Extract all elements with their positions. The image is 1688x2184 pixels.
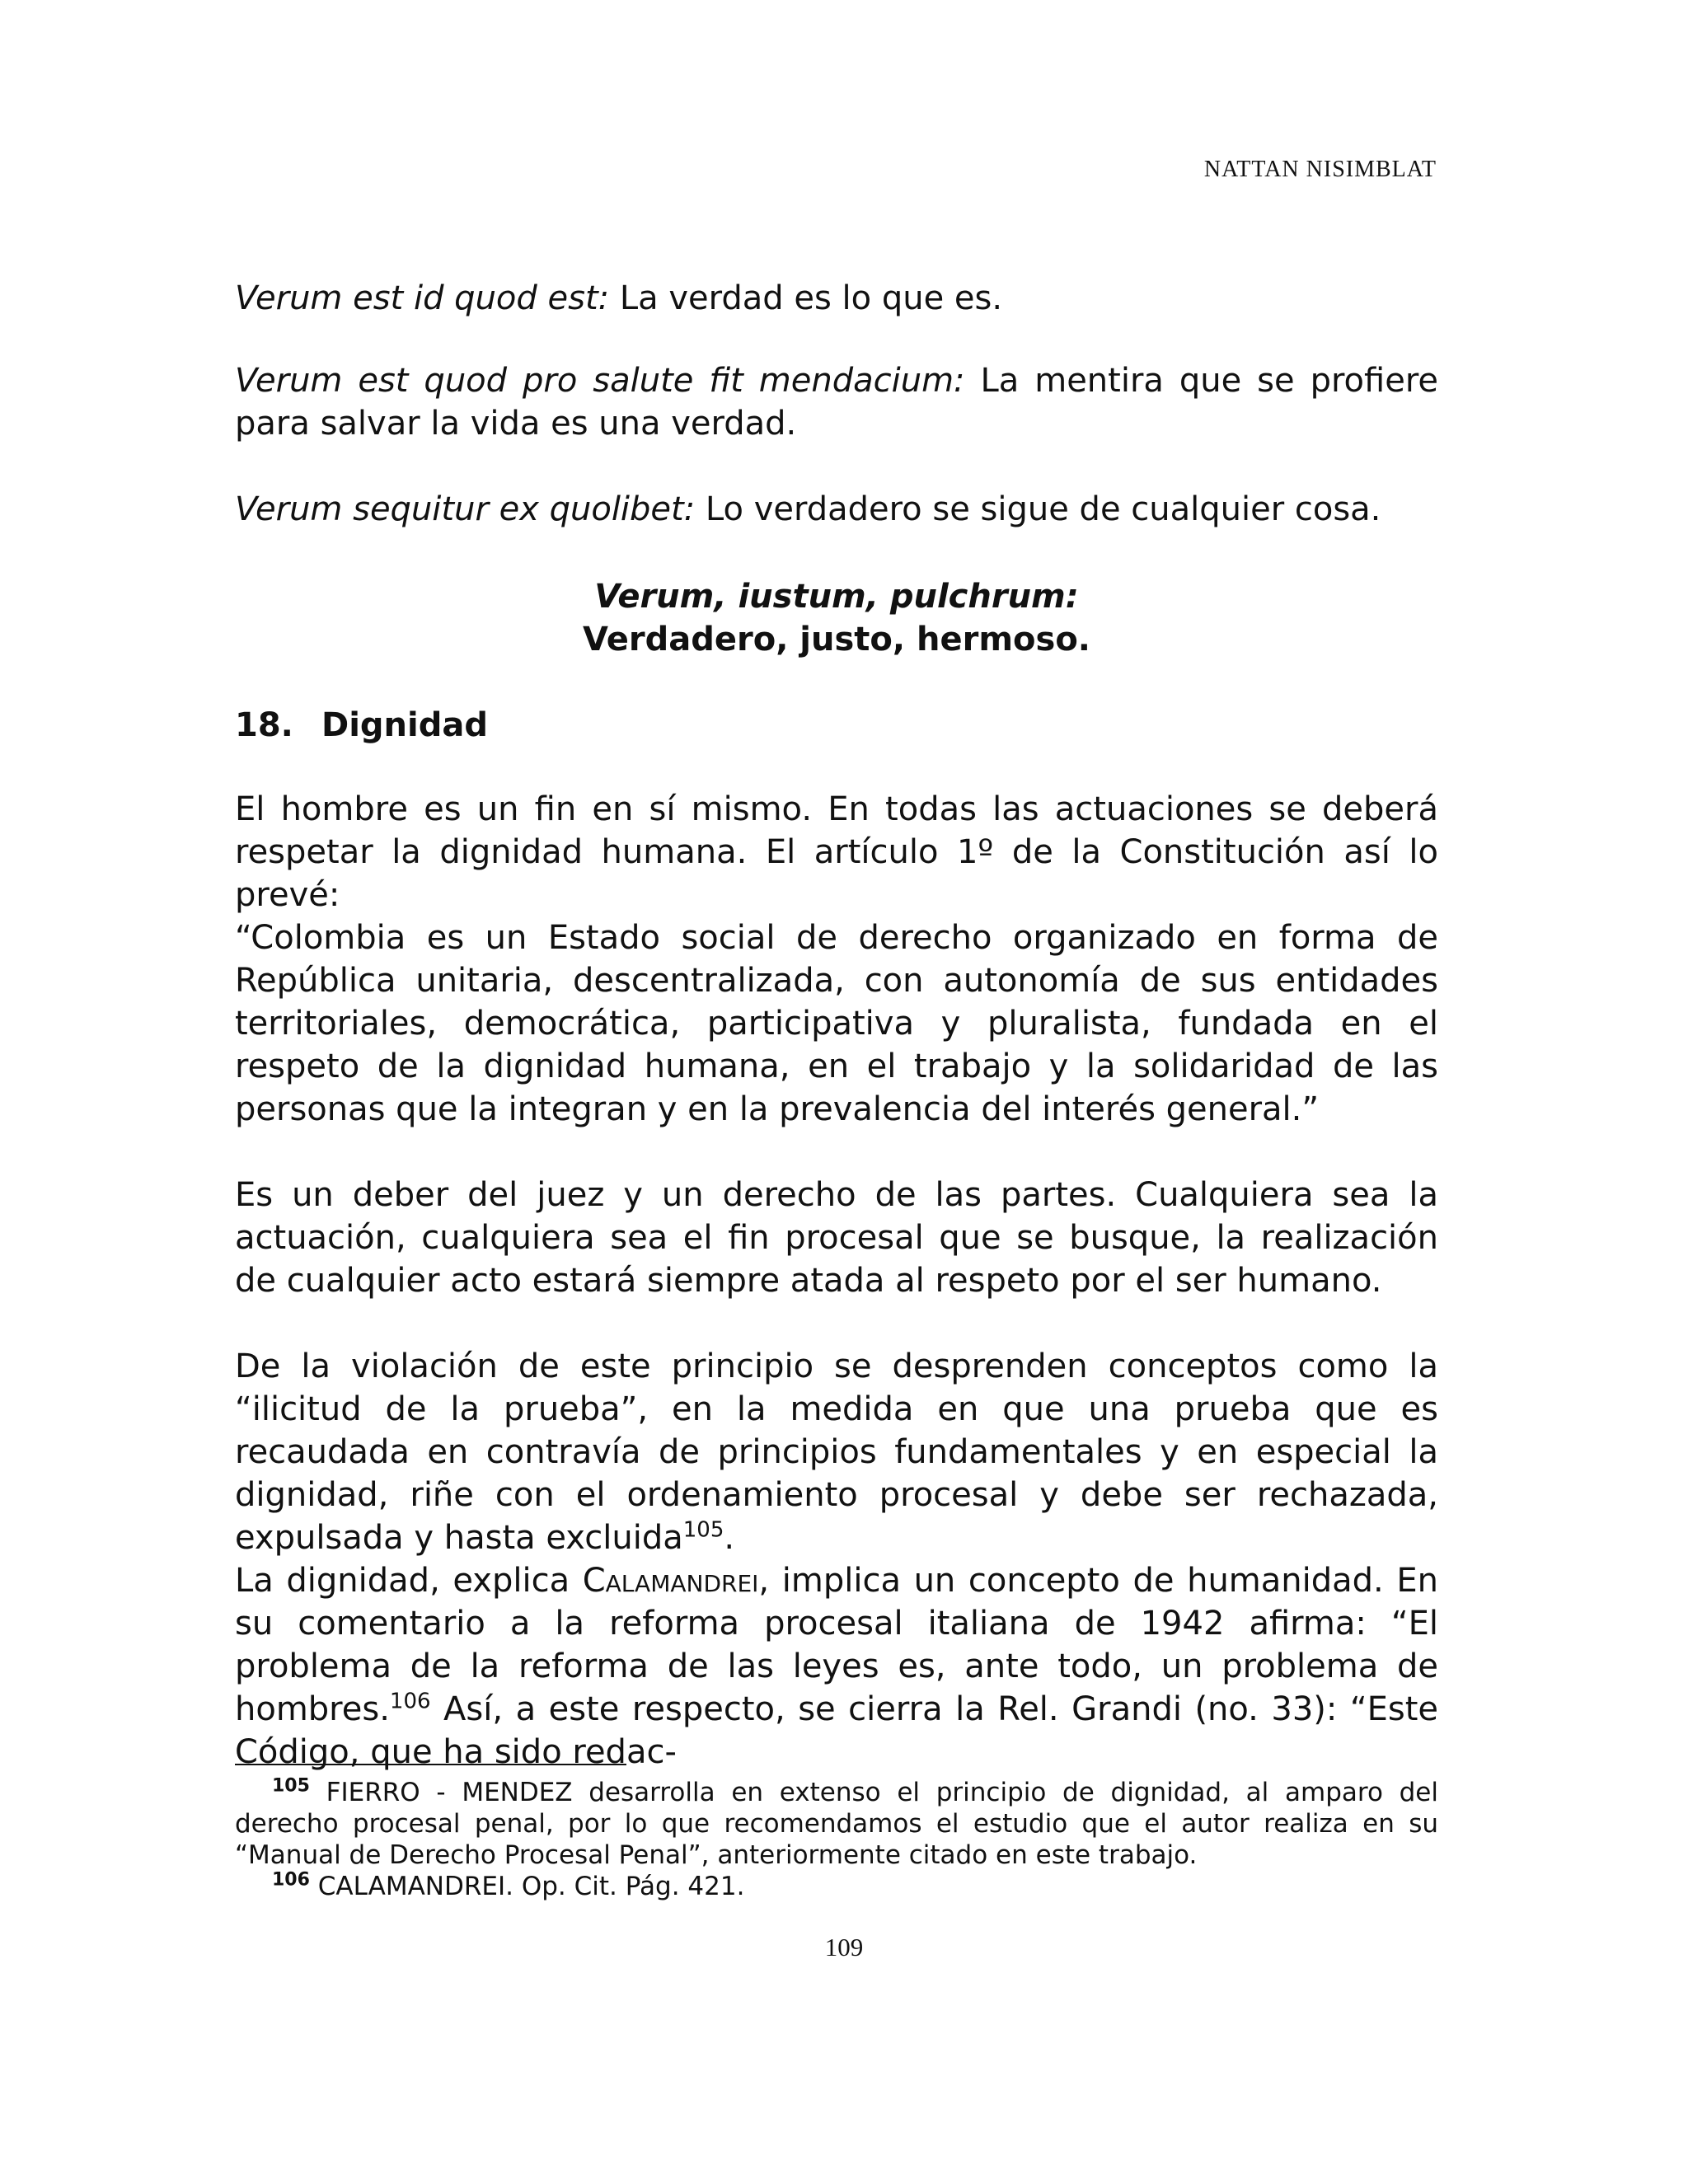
author-name-calamandrei: Calamandrei	[582, 1562, 759, 1600]
constitution-quote: “Colombia es un Estado social de derecho organizado en forma de República unitaria, descentralizada, con autonomía de sus entidades territoriales, democrática, participativa y pluralista, fundada en el respeto de la dignidad humana, en el trabajo y la solidaridad de las personas que la integran y en la prevalencia del interés general.”	[235, 919, 1438, 1128]
paragraph-4-start: La dignidad, explica	[235, 1562, 583, 1600]
footnote-106	[235, 1871, 1438, 1902]
running-header-author: NATTAN NISIMBLAT	[1203, 157, 1437, 182]
paragraph-3-end: .	[724, 1519, 735, 1557]
footnote-text: FIERRO - MENDEZ desarrolla en extenso el principio de dignidad, al amparo del derecho procesal penal, por lo que recomendamos el estudio que el autor realiza en su “Manual de Derecho Procesal Penal”, anteriormente citado en este trabajo.	[235, 1778, 1438, 1870]
paragraph-1: El hombre es un fin en sí mismo. En todas las actuaciones se deberá respetar la dignidad humana. El artículo 1º de la Constitución así lo prevé:	[235, 790, 1438, 914]
footnote-divider	[235, 1764, 626, 1765]
paragraph-2: Es un deber del juez y un derecho de las partes. Cualquiera sea la actuación, cualquiera sea el fin procesal que se busque, la realización de cualquier acto estará siempre atada al respeto por el ser humano.	[235, 1176, 1438, 1300]
maxim-3-translation: Lo verdadero se sigue de cualquier cosa.	[695, 490, 1381, 528]
maxim-2-latin: Verum est quod pro salute fit mendacium:	[235, 362, 965, 400]
paragraph-3	[235, 1345, 1438, 1559]
paragraph-4-end: Así, a este respecto, se cierra la Rel. Grandi (no. 33): “Este Código, que ha sido redac-	[235, 1690, 1438, 1771]
maxim-2	[235, 359, 1438, 445]
section-title: Dignidad	[321, 706, 488, 744]
footnotes	[235, 1777, 1438, 1902]
maxim-3-latin: Verum sequitur ex quolibet:	[235, 490, 696, 528]
footnote-ref-105[interactable]: 105	[682, 1517, 724, 1543]
footnote-text: CALAMANDREI. Op. Cit. Pág. 421.	[309, 1872, 745, 1901]
section-heading	[235, 704, 488, 747]
footnote-105	[235, 1777, 1438, 1871]
page-number: 109	[824, 1933, 864, 1961]
paragraph-3-text: De la violación de este principio se desprenden conceptos como la “ilicitud de la prueba”, en la medida en que una prueba que es recaudada en contravía de principios fundamentales y en especial la dignidad, riñe con el ordenamiento procesal y debe ser rechazada, expulsada y hasta excluida	[235, 1347, 1438, 1557]
maxim-3	[235, 488, 1438, 531]
paragraph-4	[235, 1559, 1438, 1774]
footnote-number: 106	[272, 1869, 310, 1891]
maxim-1-translation: La verdad es lo que es.	[609, 279, 1003, 317]
paragraph-4-mid: , implica un concepto de humanidad. En su comentario a la reforma procesal italiana de 1942 afirma: “El problema de la reforma de las leyes es, ante todo, un problema de hombres.	[235, 1562, 1438, 1728]
footnote-number: 105	[272, 1775, 310, 1797]
motto	[235, 575, 1438, 661]
section-number: 18.	[235, 706, 293, 744]
maxim-2-translation: La mentira que se profiere para salvar la vida es una verdad.	[235, 362, 1438, 443]
maxim-1	[235, 277, 1438, 320]
footnote-ref-106[interactable]: 106	[389, 1689, 431, 1714]
motto-translation: Verdadero, justo, hermoso.	[582, 621, 1091, 658]
motto-latin: Verum, iustum, pulchrum:	[594, 578, 1079, 616]
maxim-1-latin: Verum est id quod est:	[235, 279, 610, 317]
